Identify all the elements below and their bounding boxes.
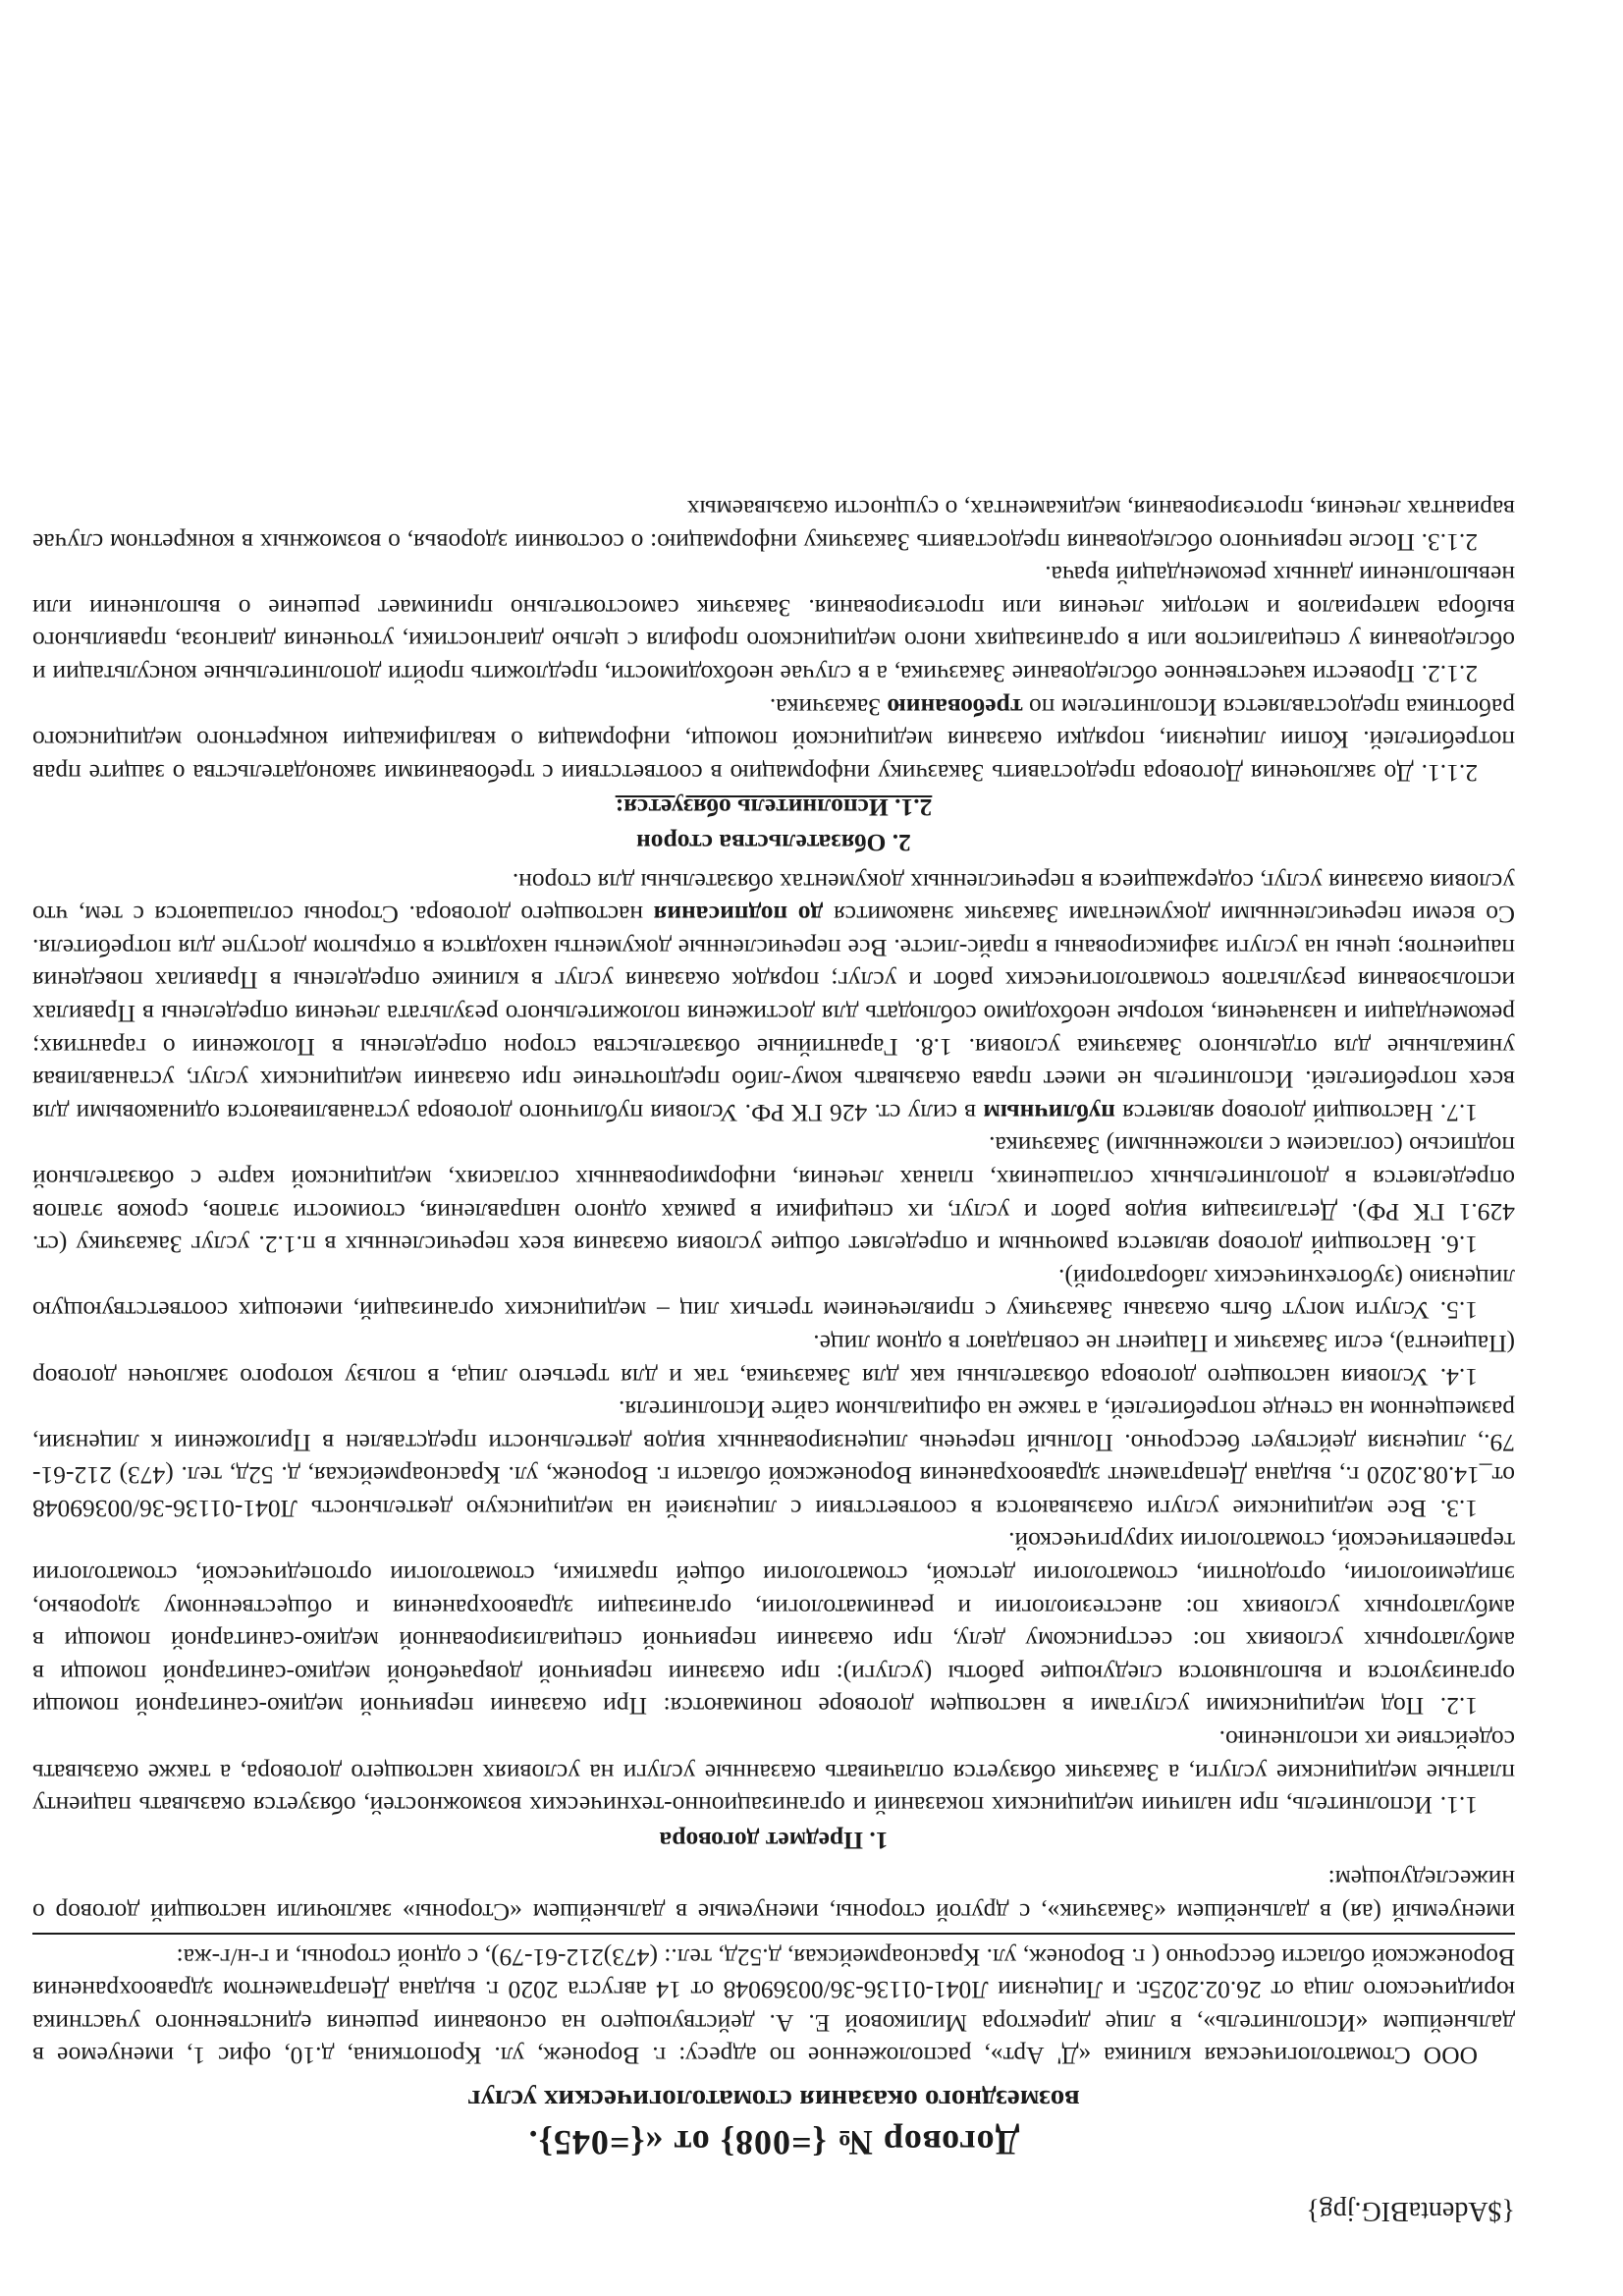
clause-1-5: 1.5. Услуги могут быть оказаны Заказчику с привлечением третьих лиц – медицинских организаций, имеющих соответствующую лицензию (зуботехнических лабораторий). xyxy=(32,1263,1515,1326)
clause-2-1-2: 2.1.2. Провести качественное обследование Заказчика, а в случае необходимости, предложить пройти дополнительные консультации и обследования у специалистов или в организациях иного медицинского профиля с целью диагностики, уточнения диагноза, правильного выбора материалов и методик лечения или протезирования. Заказчик самостоятельно принимает решение о выполнении или невыполнении данных рекомендаций врача. xyxy=(32,561,1515,689)
template-tag: {$AdentaBIG.jpg} xyxy=(1306,2196,1515,2226)
clause-1-7 xyxy=(32,865,1515,1129)
section-2-heading: 2. Обязательства сторон xyxy=(636,829,911,858)
before-signing-keyword: до подписания xyxy=(653,901,824,930)
parties-clause: именуемый (ая) в дальнейшем «Заказчик», с другой стороны, именуемые в дальнейшем «Стороны» заключили настоящий договор о нижеследующем: xyxy=(32,1865,1515,1928)
clause-2-1-1 xyxy=(32,690,1515,790)
public-keyword: публичным xyxy=(983,1098,1115,1127)
clause-1-3: 1.3. Все медицинские услуги оказываются в соответствии с лицензией на медицинскую деятельность Л041-01136-36/00369048 от_14.08.2020 г., выдана Департамент здравоохранения Воронежской области г. Воронеж, ул. Красноармейская, д. 52д, тел. (473) 212-61-79., лицензия действует бессрочно. Полный перечень лицензированных видов деятельности представлен в Приложении к лицензии, размещенном на стенде потребителей, а также на официальном сайте Исполнителя. xyxy=(32,1395,1515,1523)
clause-1-7-text-b: в силу ст. 426 ГК РФ. Условия публичного договора устанавливаются одинаковыми для всех потребителей. Исполнитель не имеет права оказывать кому-либо предпочтение при оказании медицинских услуг, устанавливая уникальные для отдельного Заказчика условия. 1.8. Гарантийные обязательства сторон определены в Положении о гарантиях; рекомендации и назначения, которые необходимо соблюдать для достижения положительного результата лечения определены в Правилах использования результатов стоматологических работ и услуг; порядок оказания услуг в клинике определены в Правилах поведения пациентов; цены на услуги зафиксированы в прайс-листе. Все перечисленные документы находятся в открытом доступе для потребителя. Со всеми перечисленными документами Заказчик знакомится xyxy=(31,901,1515,1127)
clause-1-7-text-c: настоящего договора. Стороны соглашаются с тем, что условия оказания услуг, содержащиеся в перечисленных документах обязательны для сторон. xyxy=(32,867,1515,930)
clause-1-1: 1.1. Исполнитель, при наличии медицинских показаний и организационно-технических возможностей, обязуется оказывать пациенту платные медицинские услуги, а Заказчик обязуется оплачивать оказанные услуги на условиях настоящего договора, а также оказывать содействие их исполнению. xyxy=(32,1725,1515,1821)
contract-subtitle: возмездного оказания стоматологических услуг xyxy=(467,2084,1080,2116)
document-body xyxy=(32,493,1515,2228)
contract-title: Договор № {=008} от «{=045}. xyxy=(527,2123,1020,2163)
clause-1-7-text-a: 1.7. Настоящий договор является xyxy=(1114,1098,1478,1127)
clause-2-1-1-text-a: 2.1.1. До заключения Договора предоставить Заказчику информацию в соответствии с требованиями законодательства о защите прав потребителей. Копии лицензии, порядки оказания медицинской помощи, информация о квалификации конкретного медицинского работника предоставляется Исполнителем по xyxy=(32,692,1515,788)
preamble: ООО Стоматологическая клиника «Д' Арт», расположенное по адресу: г. Воронеж, ул. Кропоткина, д.10, офис 1, именуемое в дальнейшем «Исполнитель», в лице директора Миликовой Е. А. действующего на основании решения единственного участника юридического лица от 26.02.2025г. и Лицензии Л041-01136-36/00369048 от 14 августа 2020 г. выдана Департаментом здравоохранения Воронежской области бессрочно ( г. Воронеж, ул. Красноармейская, д.52д, тел.: (473)212-61-79), с одной стороны, и г-н/г-жа: xyxy=(32,1942,1515,2071)
customer-name-line xyxy=(32,1933,1515,1935)
clause-1-6: 1.6. Настоящий договор является рамочным и определяет общие условия оказания всех перечисленных в п.1.2. услуг Заказчику (ст. 429.1 ГК РФ). Детализация видов работ и услуг, их специфики в рамках одного направления, стоимости этапов, сроков этапов определяется в дополнительных соглашениях, планах лечения, информированных согласиях, медицинской карте с обязательной подписью (согласием с изложенными) Заказчика. xyxy=(32,1131,1515,1260)
clause-2-1-3: 2.1.3. После первичного обследования предоставить Заказчику информацию: о состоянии здоровья, о возможных в конкретном случае вариантах лечения, протезирования, медикаментах, о сущности оказываемых xyxy=(32,495,1515,557)
section-1-heading: 1. Предмет договора xyxy=(659,1826,889,1855)
clause-2-1-1-text-b: Заказчика. xyxy=(769,692,888,722)
clause-1-4: 1.4. Условия настоящего договора обязательны как для Заказчика, так и для третьего лица, в пользу которого заключен договор (Пациента), если Заказчик и Пациент не совпадают в одном лице. xyxy=(32,1329,1515,1392)
on-request-keyword: требованию xyxy=(887,692,1023,722)
section-2-1-heading: 2.1. Исполнитель обязуется: xyxy=(615,793,933,823)
clause-1-2: 1.2. Под медицинскими услугами в настоящем договоре понимаются: При оказании первичной медико-санитарной помощи организуются и выполняются следующие работы (услуги): при оказании первичной доврачебной медико-санитарной помощи в амбулаторных условиях по: сестринскому делу, при оказании первичной специализированной медико-санитарной помощи в амбулаторных условиях по: анестезиологии и реаниматологии, организации здравоохранения и общественному здоровью, эпидемиологии, ортодонтии, стоматологии детской, стоматологии общей практики, стоматологии ортопедической, стоматологии терапевтической, стоматологии хирургической. xyxy=(32,1527,1515,1722)
